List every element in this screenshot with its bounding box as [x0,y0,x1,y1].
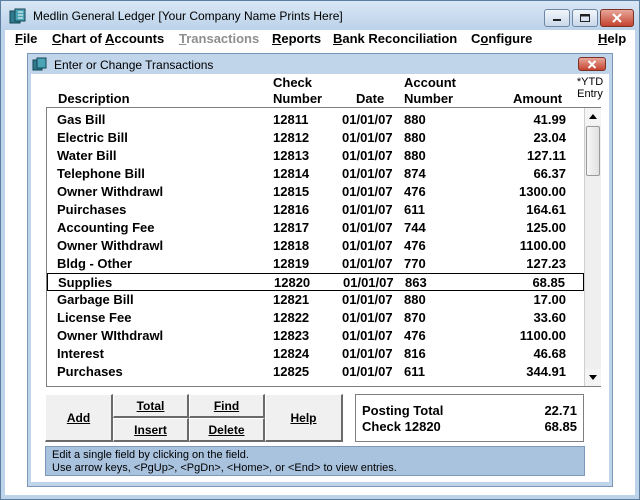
row-check-number[interactable]: 12825 [273,364,310,379]
menu-reports[interactable] [272,31,321,46]
check-total-line [362,419,577,435]
table-row[interactable] [47,129,584,147]
menu-chart-rest: hart of [61,31,105,46]
menu-file-rest: ile [22,31,38,46]
row-account-number[interactable]: 770 [404,256,426,271]
row-description[interactable]: Owner Withdrawl [57,238,164,253]
row-date[interactable]: 01/01/07 [342,148,393,163]
menu-chart-of-accounts[interactable] [52,31,164,46]
table-row[interactable] [47,363,584,381]
row-account-number[interactable]: 880 [404,130,426,145]
row-date[interactable]: 01/01/07 [342,310,393,325]
row-amount[interactable]: 127.23 [526,256,566,271]
help-button[interactable] [265,394,343,442]
menu-trans-accel: T [179,31,187,46]
row-check-number[interactable]: 12813 [273,148,310,163]
row-date[interactable]: 01/01/07 [342,346,393,361]
column-header-description[interactable]: Description [58,91,130,106]
row-amount[interactable]: 127.11 [526,148,566,163]
table-row[interactable] [47,165,584,183]
row-check-number[interactable]: 12824 [273,346,310,361]
child-window-title: Enter or Change Transactions [54,58,214,72]
row-account-number[interactable]: 476 [404,328,426,343]
minimize-icon [552,14,562,22]
menu-chart-rest-2: ccounts [114,31,165,46]
row-date[interactable]: 01/01/07 [342,364,393,379]
row-account-number[interactable]: 870 [404,310,426,325]
menu-configure-rest: nfigure [488,31,533,46]
row-amount[interactable]: 17.00 [533,292,566,307]
scroll-up-button[interactable] [585,108,601,125]
menu-bank-reconciliation[interactable] [333,31,457,46]
row-check-number[interactable]: 12816 [273,202,310,217]
row-description[interactable]: Bldg - Other [57,256,133,271]
row-date[interactable]: 01/01/07 [342,256,393,271]
row-amount[interactable]: 1300.00 [519,184,566,199]
menu-configure-c: C [471,31,481,46]
menu-configure[interactable] [471,31,532,46]
row-date[interactable]: 01/01/07 [342,112,393,127]
row-amount[interactable]: 344.91 [526,364,566,379]
vertical-scrollbar[interactable] [584,108,601,386]
column-header-check-line2[interactable]: Number [273,91,323,106]
ytd-entry-label [571,76,609,100]
row-account-number[interactable]: 611 [404,202,425,217]
table-row[interactable] [47,183,584,201]
table-row[interactable] [47,219,584,237]
maximize-icon [579,13,591,23]
find-button[interactable] [189,394,265,418]
row-check-number[interactable]: 12821 [273,292,310,307]
row-account-number[interactable]: 880 [404,148,426,163]
row-amount[interactable]: 1100.00 [519,328,566,343]
row-description[interactable]: Owner Withdrawl [57,184,164,199]
transactions-table [46,107,601,387]
title-bar[interactable] [1,1,639,29]
menu-chart-accel-2: A [104,31,115,46]
check-total-label: Check 12820 [362,419,441,434]
menu-configure-accel: o [480,31,489,46]
row-amount[interactable]: 33.60 [533,310,566,325]
insert-button[interactable] [113,418,189,442]
find-label: Find [213,398,240,413]
column-header-date[interactable]: Date [356,91,385,106]
row-account-number[interactable]: 874 [404,166,426,181]
row-check-number[interactable]: 12817 [273,220,310,235]
menu-help-rest: elp [607,31,627,46]
row-description[interactable]: Supplies [58,275,113,290]
table-row[interactable] [47,111,584,129]
arrow-down-icon [589,375,597,380]
menu-file-accel: F [15,31,23,46]
menu-bank-accel: B [333,31,343,46]
column-header-amount[interactable]: Amount [513,91,563,106]
table-row[interactable] [47,327,584,345]
row-amount[interactable]: 23.04 [533,130,566,145]
transactions-panel [31,74,609,482]
menu-file[interactable] [15,31,37,46]
row-amount[interactable]: 68.85 [532,275,565,290]
table-row[interactable] [47,345,584,363]
row-account-number[interactable]: 476 [404,238,426,253]
table-row[interactable] [47,291,584,309]
row-description[interactable]: Purchases [57,364,123,379]
row-description[interactable]: Electric Bill [57,130,128,145]
ytd-line2: Entry [577,88,603,100]
help-label: Help [290,410,317,425]
row-check-number[interactable]: 12815 [273,184,310,199]
posting-total-line [362,403,577,419]
row-date[interactable]: 01/01/07 [342,166,393,181]
scroll-down-button[interactable] [585,369,601,386]
row-description[interactable]: Accounting Fee [57,220,155,235]
row-date[interactable]: 01/01/07 [342,328,393,343]
row-description[interactable]: Owner WIthdrawl [57,328,164,343]
menu-reports-accel: R [272,31,282,46]
table-row[interactable] [47,255,584,273]
row-description[interactable]: Gas Bill [57,112,106,127]
delete-button[interactable] [189,418,265,442]
menu-help[interactable] [598,31,626,46]
menu-reports-rest: eports [281,31,322,46]
check-total-value: 68.85 [544,419,577,434]
maximize-button[interactable] [572,9,598,27]
row-amount[interactable]: 46.68 [533,346,566,361]
close-icon [611,13,623,23]
insert-label: Insert [134,422,167,437]
row-check-number[interactable]: 12818 [273,238,310,253]
row-date[interactable]: 01/01/07 [342,202,393,217]
row-description[interactable]: License Fee [57,310,132,325]
row-date[interactable]: 01/01/07 [342,220,393,235]
row-date[interactable]: 01/01/07 [342,292,393,307]
row-description[interactable]: Water Bill [57,148,117,163]
ledger-app-icon [9,8,27,24]
row-date[interactable]: 01/01/07 [342,238,393,253]
row-date[interactable]: 01/01/07 [342,130,393,145]
row-description[interactable]: Interest [57,346,104,361]
row-account-number[interactable]: 744 [404,220,426,235]
table-row[interactable] [47,237,584,255]
table-row[interactable] [47,309,584,327]
add-label: Add [66,410,91,425]
row-amount[interactable]: 41.99 [533,112,566,127]
row-amount[interactable]: 164.61 [526,202,566,217]
ytd-line1: *YTD [576,76,604,88]
menu-transactions [179,31,259,46]
scroll-thumb[interactable] [586,126,600,176]
menu-bank-rest: ank Reconciliation [342,31,458,46]
row-description[interactable]: Puirchases [57,202,127,217]
row-description[interactable]: Garbage Bill [57,292,134,307]
menu-trans-rest: ransactions [186,31,260,46]
help-line-2: Use arrow keys, <PgUp>, <PgDn>, <Home>, or <End> to view entries. [52,462,397,474]
posting-total-label: Posting Total [362,403,444,418]
row-amount[interactable]: 66.37 [533,166,566,181]
add-button[interactable] [45,394,113,442]
row-account-number[interactable]: 611 [404,364,425,379]
row-account-number[interactable]: 816 [404,346,426,361]
close-icon [587,60,597,69]
menu-chart-accel: C [52,31,62,46]
transactions-window [27,53,613,487]
close-button[interactable] [600,9,634,27]
row-date[interactable]: 01/01/07 [342,184,393,199]
column-header-check-line1: Check [273,75,313,90]
row-description[interactable]: Telephone Bill [57,166,145,181]
row-account-number[interactable]: 880 [404,292,426,307]
ledger-window-icon [32,57,48,71]
window-title: Medlin General Ledger [Your Company Name Prints Here] [33,9,343,23]
row-account-number[interactable]: 863 [405,275,427,290]
posting-total-value: 22.71 [544,403,577,418]
menu-help-accel: H [598,31,608,46]
minimize-button[interactable] [544,9,570,27]
row-amount[interactable]: 125.00 [526,220,566,235]
row-check-number[interactable]: 12819 [273,256,310,271]
row-amount[interactable]: 1100.00 [519,238,566,253]
column-header-account-line2[interactable]: Number [404,91,454,106]
delete-label: Delete [208,422,245,437]
table-row[interactable] [47,273,584,291]
row-account-number[interactable]: 880 [404,112,426,127]
column-header-account-line1: Account [404,75,456,90]
arrow-up-icon [589,114,597,119]
row-account-number[interactable]: 476 [404,184,426,199]
table-row[interactable] [47,201,584,219]
menu-bar [5,30,635,49]
table-row[interactable] [47,147,584,165]
child-close-button[interactable] [578,57,606,71]
row-check-number[interactable]: 12823 [273,328,310,343]
child-title-bar[interactable] [28,54,612,74]
row-check-number[interactable]: 12820 [274,275,311,290]
row-check-number[interactable]: 12822 [273,310,310,325]
row-check-number[interactable]: 12811 [273,112,309,127]
row-check-number[interactable]: 12812 [273,130,310,145]
total-button[interactable] [113,394,189,418]
help-line-1: Edit a single field by clicking on the field. [52,449,249,461]
help-status-bar [45,446,585,476]
total-label: Total [136,398,165,413]
row-check-number[interactable]: 12814 [273,166,310,181]
row-date[interactable]: 01/01/07 [343,275,394,290]
posting-totals-panel [355,394,584,442]
